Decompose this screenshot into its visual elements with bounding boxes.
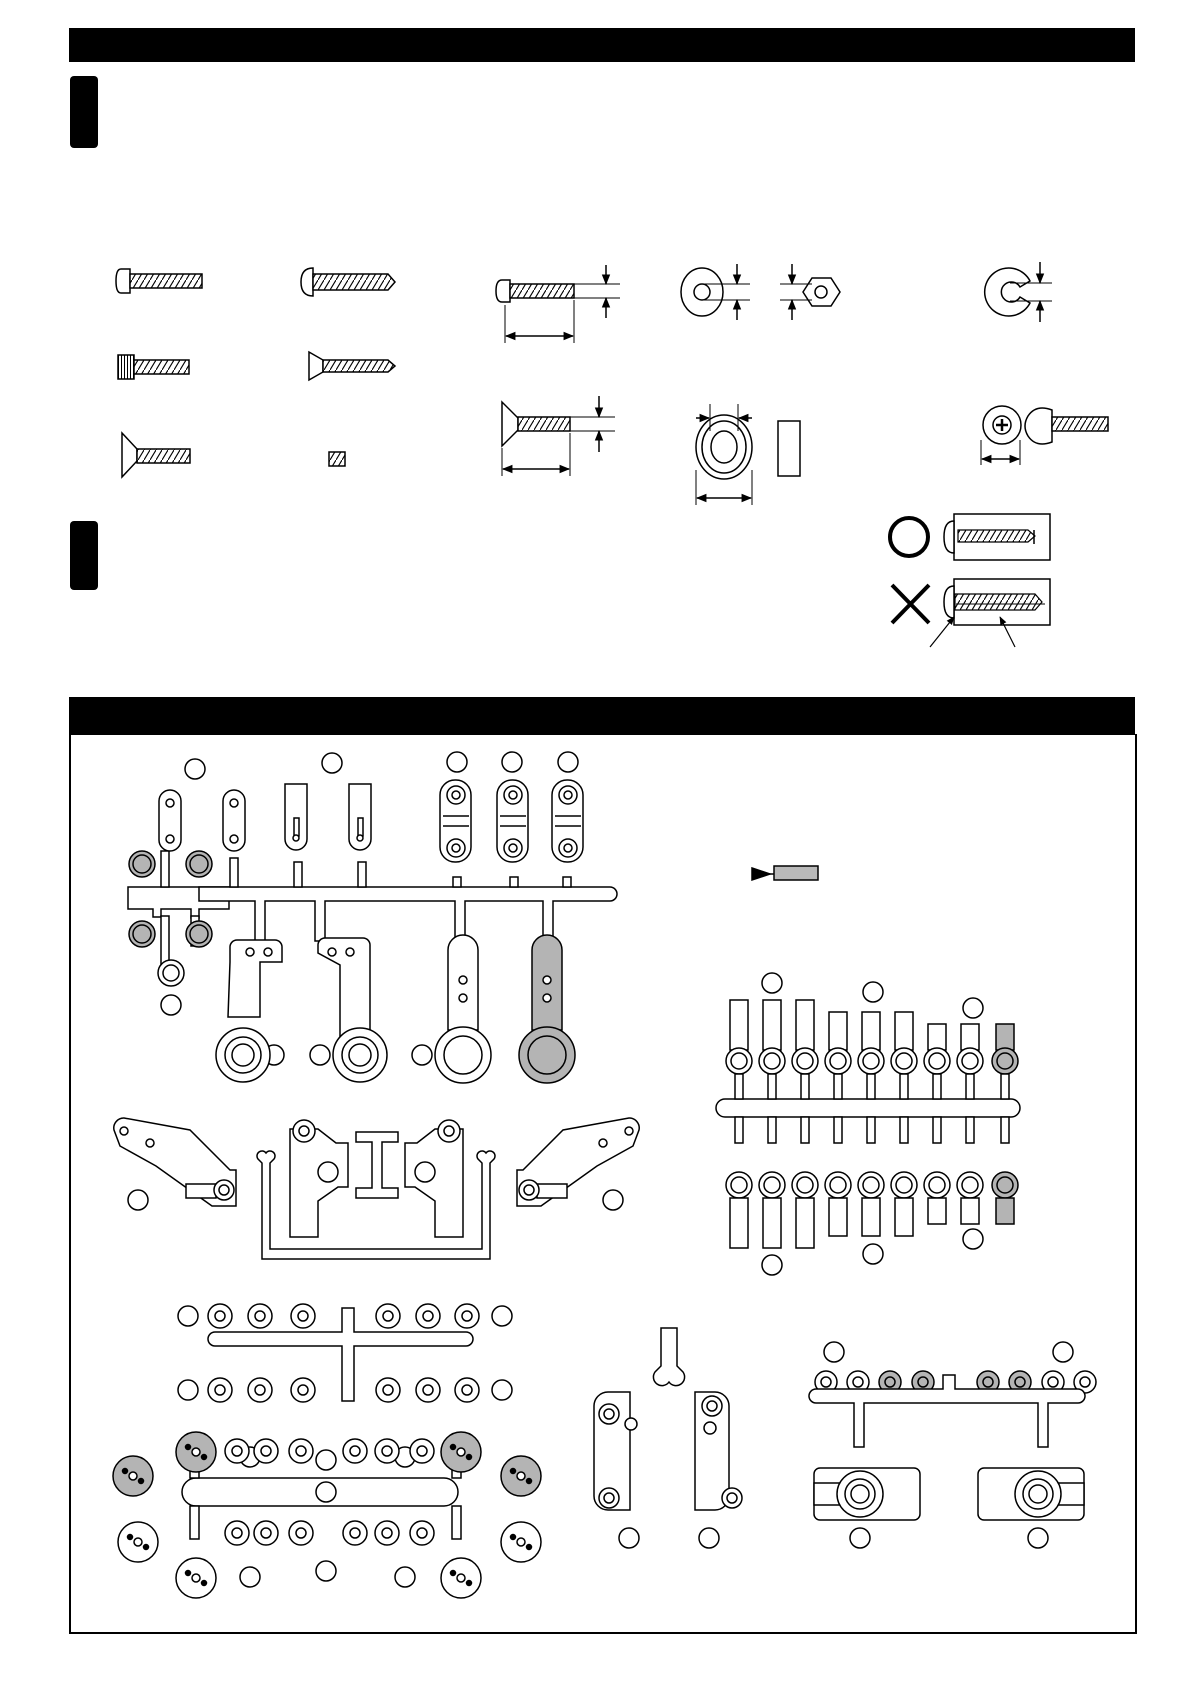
parts-tree-a [128, 752, 617, 1083]
ball-end-upper [862, 1012, 880, 1050]
part-label-circle [412, 1045, 432, 1065]
part-label-circle [492, 1380, 512, 1400]
part-label-circle [492, 1306, 512, 1326]
ball-end-upper [829, 1012, 847, 1050]
part-label-circle [161, 995, 181, 1015]
part-label-circle [310, 1045, 330, 1065]
part-label-circle [178, 1306, 198, 1326]
shaded-parts-legend [752, 866, 818, 880]
part-label-circle [963, 998, 983, 1018]
part-label-circle [415, 1162, 435, 1182]
part-label-circle [316, 1561, 336, 1581]
ball-end-lower [730, 1198, 748, 1248]
bearing-guide [696, 404, 800, 505]
washer-nut-guide [681, 264, 840, 320]
ball-end-upper [895, 1012, 913, 1050]
correct-mark-icon [890, 518, 928, 556]
ball-end-lower [763, 1198, 781, 1248]
wrong-mark-icon [892, 585, 929, 623]
rod-end-link [497, 780, 528, 862]
ball-end-upper [996, 1024, 1014, 1050]
ball-end-lower [796, 1198, 814, 1248]
ball-end-lower [996, 1198, 1014, 1224]
self-tapping-screw [301, 268, 395, 296]
part-label-circle [699, 1528, 719, 1548]
part-label-circle [558, 752, 578, 772]
ball-end-lower [961, 1198, 979, 1224]
part-label-circle [824, 1342, 844, 1362]
ball-end-upper [928, 1024, 946, 1050]
part-label-circle [185, 759, 205, 779]
part-label-circle [850, 1528, 870, 1548]
ball-end-upper [730, 1000, 748, 1050]
rod-end-link [552, 780, 583, 862]
tapping-wrong-example [892, 579, 1050, 647]
tapping-correct-example [890, 514, 1050, 560]
part-label-circle [603, 1190, 623, 1210]
part-label-circle [128, 1190, 148, 1210]
part-label-circle [1028, 1528, 1048, 1548]
part-label-circle [178, 1380, 198, 1400]
part-label-circle [863, 982, 883, 1002]
parts-tree-c [716, 973, 1020, 1275]
ball-end-lower [895, 1198, 913, 1236]
bellcrank [318, 938, 370, 1040]
ball-connector-guide [981, 406, 1108, 465]
part-label-circle [619, 1528, 639, 1548]
part-label-circle [395, 1567, 415, 1587]
screw-length-guide [496, 265, 620, 343]
bellcrank [228, 940, 282, 1017]
part-label-circle [963, 1229, 983, 1249]
part-label-circle [502, 752, 522, 772]
ball-end-upper [961, 1024, 979, 1050]
countersunk-screw [122, 433, 190, 477]
parts-tree-b [114, 1118, 639, 1259]
e-ring-guide [985, 262, 1052, 322]
countersunk-tapping-screw [309, 352, 395, 380]
parts-tree-f [809, 1342, 1085, 1548]
ball-end-lower [862, 1198, 880, 1236]
rod-end-link [440, 780, 471, 862]
ball-end-upper [796, 1000, 814, 1050]
ball-end-upper [763, 1000, 781, 1050]
button-head-screw [116, 269, 202, 293]
part-label-circle [863, 1244, 883, 1264]
servo-horn-shaded [519, 935, 575, 1083]
part-label-circle [240, 1567, 260, 1587]
part-label-circle [447, 752, 467, 772]
part-label-circle [322, 753, 342, 773]
part-label-circle [318, 1162, 338, 1182]
ball-end-lower [829, 1198, 847, 1236]
part-label-circle [316, 1450, 336, 1470]
part-label-circle [762, 1255, 782, 1275]
countersunk-length-guide [502, 396, 615, 476]
ball-end-lower [928, 1198, 946, 1224]
cap-screw [118, 355, 189, 379]
set-screw [329, 452, 345, 466]
part-label-circle [1053, 1342, 1073, 1362]
parts-tree-e [594, 1328, 742, 1548]
part-label-circle [762, 973, 782, 993]
